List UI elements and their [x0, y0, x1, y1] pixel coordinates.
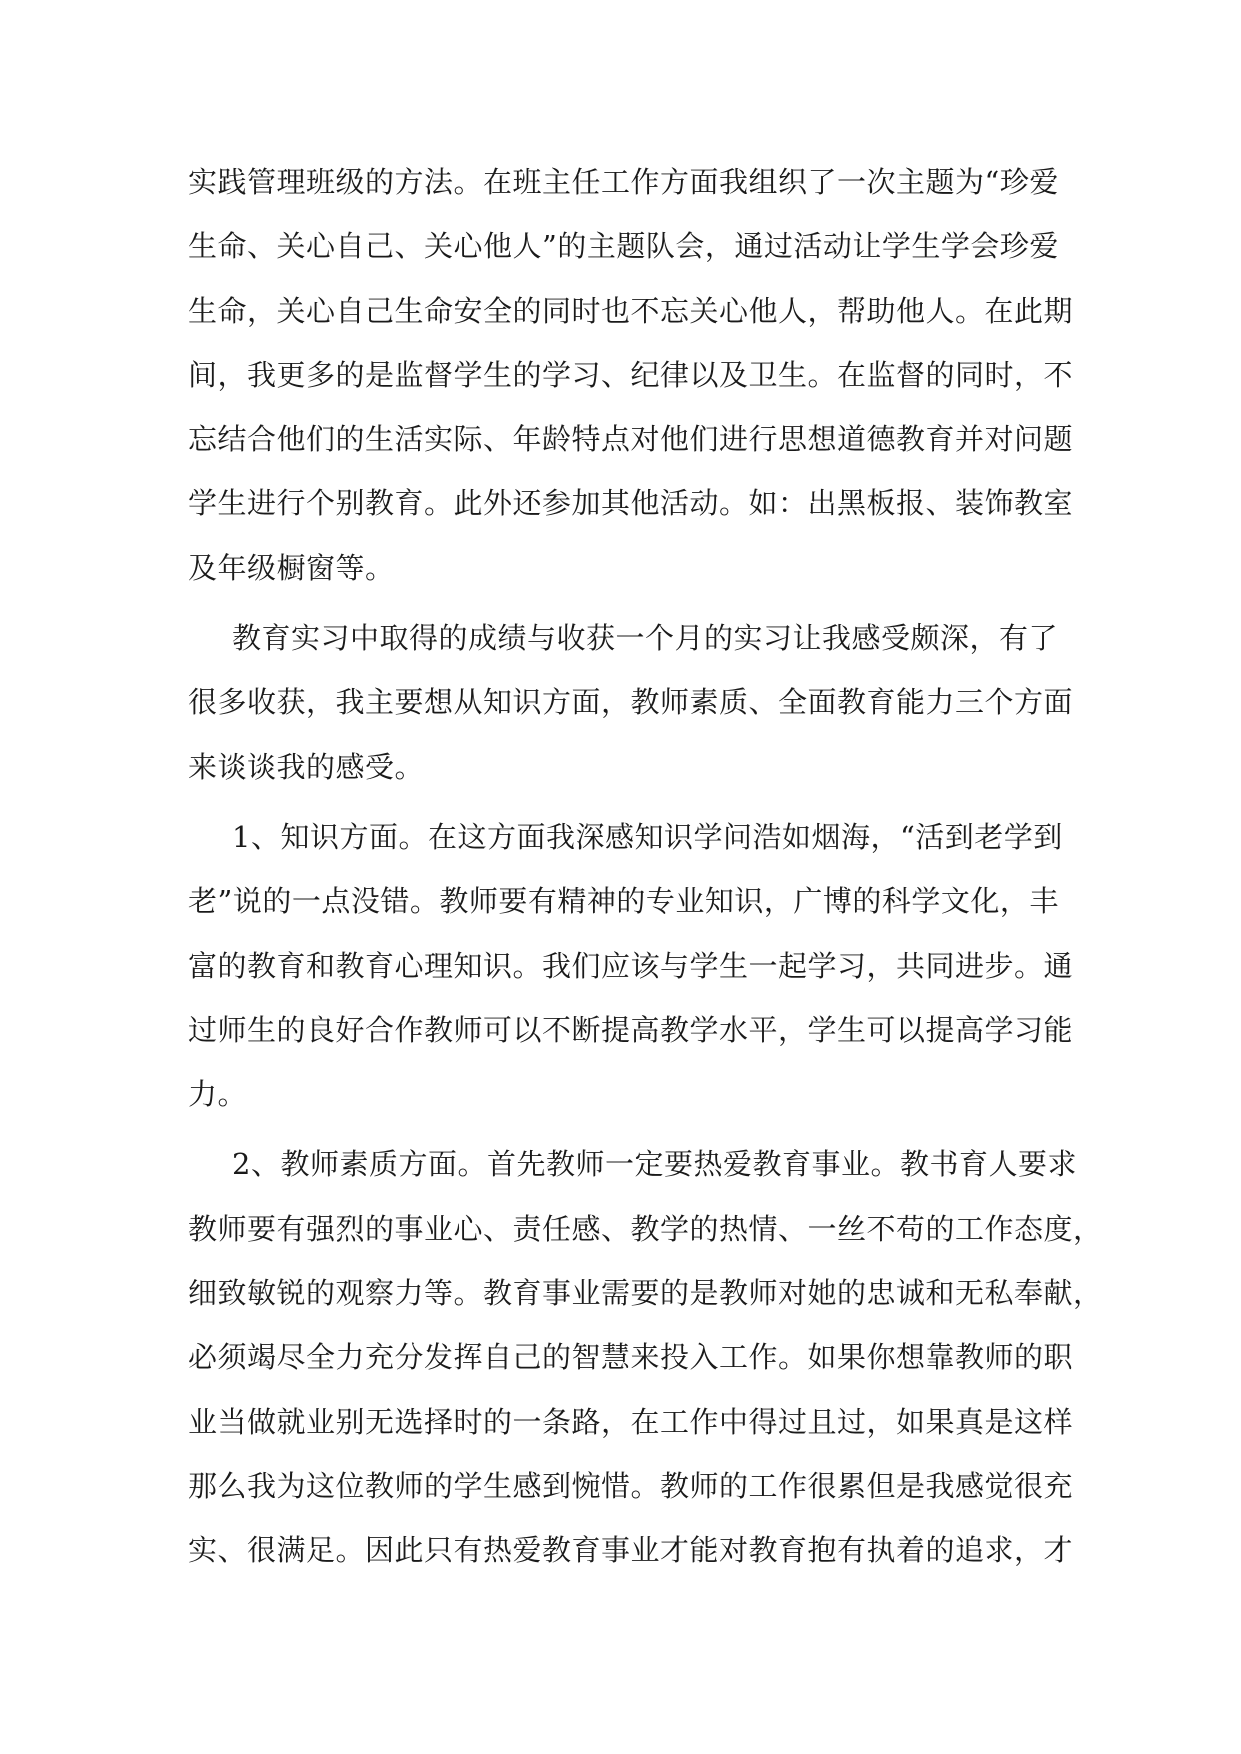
text-line: 富的教育和教育心理知识。我们应该与学生一起学习，共同进步。通 — [188, 948, 1074, 983]
paragraph-2 — [188, 606, 1074, 799]
paragraph-3 — [188, 805, 1074, 1126]
text-line: 业当做就业别无选择时的一条路，在工作中得过且过，如果真是这样 — [188, 1404, 1074, 1439]
text-line: 细致敏锐的观察力等。教育事业需要的是教师对她的忠诚和无私奉献， — [188, 1276, 1103, 1311]
text-line: 间，我更多的是监督学生的学习、纪律以及卫生。在监督的同时，不 — [188, 357, 1074, 392]
text-line: 老”说的一点没错。教师要有精神的专业知识，广博的科学文化，丰 — [188, 884, 1059, 919]
text-line: 及年级橱窗等。 — [188, 550, 395, 585]
paragraph-4 — [188, 1132, 1103, 1582]
paragraph-1 — [188, 150, 1074, 600]
document-body — [188, 150, 1103, 1583]
text-line: 2、教师素质方面。首先教师一定要热爱教育事业。教书育人要求 — [232, 1147, 1077, 1182]
text-line: 教育实习中取得的成绩与收获一个月的实习让我感受颇深，有了 — [232, 621, 1059, 656]
text-line: 忘结合他们的生活实际、年龄特点对他们进行思想道德教育并对问题 — [188, 422, 1074, 457]
text-line: 实、很满足。因此只有热爱教育事业才能对教育抱有执着的追求，才 — [188, 1533, 1074, 1568]
text-line: 生命、关心自己、关心他人”的主题队会，通过活动让学生学会珍爱 — [188, 229, 1059, 264]
text-line: 实践管理班级的方法。在班主任工作方面我组织了一次主题为“珍爱 — [188, 165, 1059, 199]
text-line: 过师生的良好合作教师可以不断提高教学水平，学生可以提高学习能 — [188, 1012, 1074, 1047]
text-line: 教师要有强烈的事业心、责任感、教学的热情、一丝不苟的工作态度， — [188, 1211, 1103, 1246]
text-line: 1、知识方面。在这方面我深感知识学问浩如烟海，“活到老学到 — [232, 819, 1063, 854]
text-line: 生命，关心自己生命安全的同时也不忘关心他人，帮助他人。在此期 — [188, 293, 1074, 328]
text-line: 必须竭尽全力充分发挥自己的智慧来投入工作。如果你想靠教师的职 — [188, 1340, 1074, 1375]
text-line: 学生进行个别教育。此外还参加其他活动。如：出黑板报、装饰教室 — [188, 486, 1074, 521]
text-line: 那么我为这位教师的学生感到惋惜。教师的工作很累但是我感觉很充 — [188, 1468, 1074, 1503]
text-line: 很多收获，我主要想从知识方面，教师素质、全面教育能力三个方面 — [188, 685, 1074, 720]
text-line: 来谈谈我的感受。 — [188, 749, 425, 784]
text-line: 力。 — [188, 1077, 248, 1112]
